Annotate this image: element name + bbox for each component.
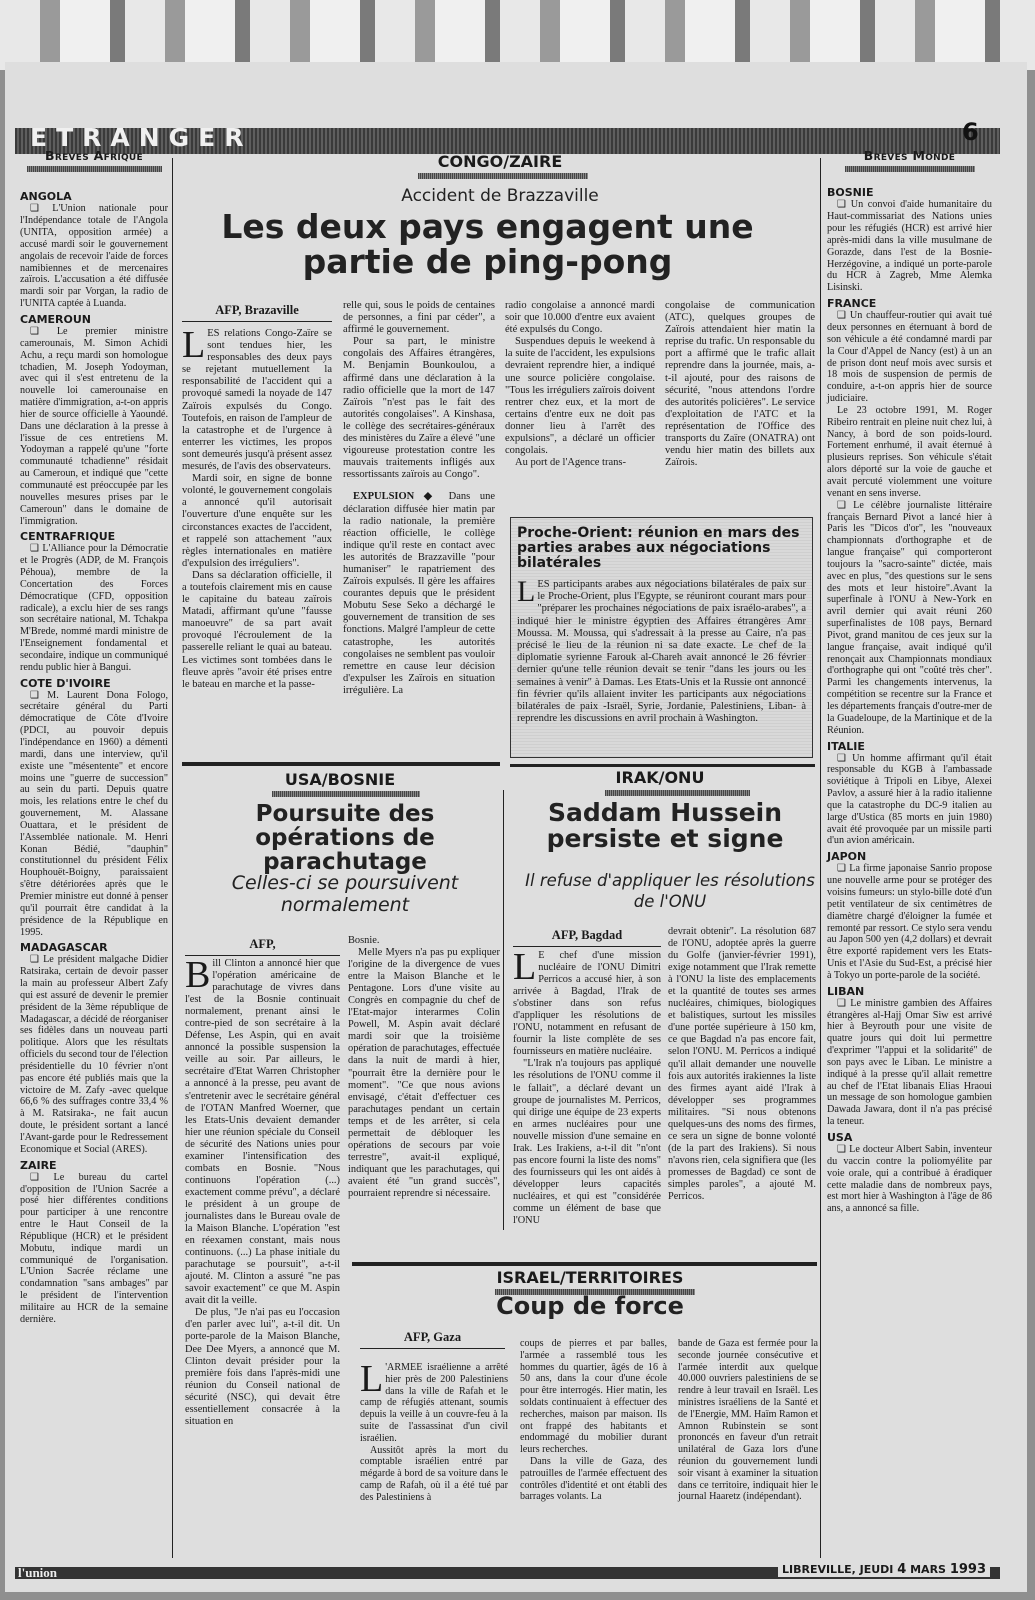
congo-expulsion-para (343, 491, 495, 697)
irak-kicker-rule (605, 790, 750, 796)
proche-orient-text (517, 575, 806, 725)
dateline-prefix: LIBREVILLE, JEUDI (781, 1563, 894, 1576)
irak-byline: AFP, Bagdad (513, 928, 661, 947)
usa-subhead: Celles-ci se poursuivent normalement (231, 872, 459, 916)
irak-col-2 (668, 926, 816, 1203)
country-heading: BOSNIE (827, 186, 874, 200)
page-number: 6 (962, 118, 979, 146)
section-title: ETRANGER (30, 123, 253, 152)
section-rule (182, 762, 500, 766)
brief-text: ❑ Le docteur Albert Sabin, inventeur du vaccin contre la poliomyélite par voie orale, qui a contribué à éradiquer cette maladie dans de nombreux pays, est mort hier à Washington à l'âge de 86 ans, a annoncé sa fille. (827, 1144, 992, 1215)
column-divider (172, 158, 173, 1558)
congo-expulsion-label: EXPULSION ◆ (353, 491, 439, 503)
dateline-year: 1993 (949, 1562, 986, 1577)
brief-text: ❑ L'Alliance pour la Démocratie et le Progrès (ADP, de M. François Péhoua), membre de la Concertation des Forces Démocratique (CFD, opposition radicale), a exclu hier de ses rangs son secrétaire national, M. Tchakpa M'Brede, nommé mardi ministre de l'Enseignement fondamental et secondaire, indique un communiqué rendu public hier à Bangui. (20, 543, 168, 673)
congo-expulsion-text: Dans une déclaration diffusée hier matin par la radio nationale, la première réaction officielle, le collège indique qu'il reste en contact avec les autorités de Brazzaville "pour humaniser" le rapatriement des Zaïrois expulsés. Il gère les affaires courantes depuis que le président Mobutu Sese Seko a déchargé le gouvernement de transition de ses fonctions. Malgré l'ampleur de cette catastrophe, les autorités congolaises ne semblent pas vouloir remettre en cause leur décision d'expulser les Zaïrois en situation irrégulière. La (343, 491, 495, 696)
dateline-day: 4 (897, 1562, 907, 1577)
congo-kicker: CONGO/ZAIRE (437, 152, 563, 171)
brief-text: ❑ Le bureau du cartel d'opposition de l'Union Sacrée a posé hier différentes conditions pour participer à une rencontre entre le Haut Conseil de la République (HCR) et le président Mobutu, indique mardi un communiqué de l'organisation. L'Union Sacrée réclame une condamnation "sans ambages" par le président de l'intervention militaire au HCR de la semaine dernière. (20, 1171, 168, 1325)
breves-monde-rule (845, 166, 975, 172)
breves-monde (827, 150, 992, 1215)
usa-kicker-rule (272, 791, 420, 797)
brief-text: Le 23 octobre 1991, M. Roger Ribeiro rentrait en pleine nuit chez lui, à Nancy, à bord de son poids-lourd. Fortement enrhumé, il avait éternué à plusieurs reprises. Son véhicule s'était alors déporté sur la voie de gauche et avait percuté violemment une voiture venant en sens inverse. (827, 404, 992, 499)
country-heading: COTE D'IVOIRE (20, 676, 111, 690)
brief-text: ❑ Un homme affirmant qu'il était responsable du KGB à l'ambassade soviétique à Tripoli en Libye, Alexei Pavlov, a assuré hier à la radio italienne que la catastrophe du DC-9 italien au large d'Ustica (85 morts en juin 1980) avait été provoquée par un missile parti d'un avion américain. (827, 752, 992, 847)
congo-byline: AFP, Brazaville (182, 303, 332, 322)
breves-monde-title: Breves Monde (863, 148, 956, 163)
country-heading: MADAGASCAR (20, 941, 108, 955)
irak-subhead: Il refuse d'appliquer les résolutions de l'ONU (525, 871, 815, 911)
country-heading: USA (827, 1131, 853, 1144)
congo-col-1 (182, 324, 333, 691)
brief-text: ❑ M. Laurent Dona Fologo, secrétaire général du Parti démocratique de Côte d'Ivoire (PDCI, au pouvoir depuis l'indépendance en 1960) a démenti mardi, dans une interview, qu'il existe une "mésentente" et encore moins une "guerre de succession" au sein du parti. Depuis quatre mois, les relations entre le chef du gouvernement, M. Alassane Ouattara, et le président de l'Assemblée nationale. M. Henri Konan Bédié, "dauphin" constitutionnel du président Félix Houphouët-Boigny, paraissaient s'être détériorées après que le Premier ministre eut donné à penser qu'il pourrait être candidat à la présidence de la République en 1995. (20, 689, 168, 938)
country-heading: ANGOLA (20, 190, 72, 204)
article-paragraph: ES relations Congo-Zaïre se sont tendues hier, les responsables des deux pays se rejetant mutuellement la responsabilité de l'accident qui a provoqué samedi la noyade de 147 Zaïrois expulsés du Congo. Toutefois, en raison de l'ampleur de la catastrophe et de l'urgence à enterrer les victimes, les propos sont demeurés jusqu'à présent assez mesurés, de l'avis des observateurs. (182, 328, 333, 473)
congo-col-4 (665, 300, 815, 469)
israel-col-3 (678, 1338, 818, 1503)
column-divider (503, 790, 504, 1230)
country-heading: ITALIE (827, 739, 865, 753)
proche-orient-dropcap: L (517, 575, 536, 608)
article-paragraph: Suspendues depuis le weekend à la suite de l'accident, les expulsions devraient reprendre hier, a indiqué une source policière congolaise. "Tous les irréguliers zaïrois doivent rentrer chez eux, et la mort de certains d'entre eux ne doit pas donner lieu à l'arrêt des expulsions", a déclaré un officier congolais. (505, 336, 655, 457)
column-divider (820, 158, 821, 1558)
usa-dropcap: B (185, 954, 211, 996)
article-paragraph: De plus, "Je n'ai pas eu l'occasion d'en parler avec lui", a-t-il dit. Un porte-parole de la Maison Blanche, Dee Dee Myers, a annoncé que M. Clinton devait présider pour la première fois dans l'après-midi une réunion du Conseil national de sécurité (NSC), qui devait être essentiellement consacrée à la situation en (185, 1307, 340, 1427)
article-paragraph: bande de Gaza est fermée pour la seconde journée consécutive et l'armée interdit aux quelque 40.000 ouvriers palestiniens de se rendre à leur travail en Israël. Les ministres israéliens de la Santé et de l'Energie, MM. Haïm Ramon et Amnon Rubinstein se sont prononcés en faveur d'un retrait unilatéral de Gaza lors d'une réunion du gouvernement lundi soir visant à examiner la situation dans ce territoire, indiquait hier le journal Haaretz (indépendant). (678, 1338, 818, 1503)
congo-col-3 (505, 300, 655, 469)
article-paragraph: E chef d'une mission nucléaire de l'ONU Dimitri Perricos a accusé hier, à son arrivée à Bagdad, l'Irak de s'obstiner dans son refus d'appliquer les résolutions de l'ONU, notamment en refusant de fournir la liste complète de ses fournisseurs en matière nucléaire. (513, 950, 661, 1058)
congo-dropcap: L (182, 324, 206, 366)
congo-headline: Les deux pays engagent une partie de ping-pong (221, 207, 754, 281)
proche-orient-body: ES participants arabes aux négociations bilatérales de paix sur le Proche-Orient, plus l'Egypte, se réuniront courant mars pour "préparer les prochaines négociations de paix israélo-arabes", a indiqué hier le ministre égyptien des Affaires étrangères Amr Moussa. M. Moussa, qui s'adressait à la presse au Caire, n'a pas précisé le lieu de la réunion ni sa date exacte. Le chef de la diplomatie syrienne Farouk al-Chareh avait annoncé le 26 février dernier qu'une telle réunion devait se tenir "dans les jours ou les semaines à venir" à Damas. Les Etats-Unis et la Russie ont annoncé fin février qu'ils allaient inviter les participants aux négociations bilatérales de paix -Israël, Syrie, Jordanie, Palestiniens, Liban- à reprendre les discussions en avril prochain à Washington. (517, 579, 806, 725)
israel-kicker: ISRAEL/TERRITOIRES (496, 1268, 684, 1287)
dateline (778, 1562, 990, 1577)
breves-afrique-rule (27, 166, 162, 172)
section-rule (510, 764, 815, 767)
irak-dropcap: L (513, 946, 537, 988)
irak-col-1 (513, 946, 661, 1227)
article-paragraph: congolaise de communication (ATC), quelques groupes de Zaïrois attendaient hier matin la reprise du trafic. Un responsable du port a affirmé que le trafic allait reprendre dans la journée, mais, a-t-il ajouté, pour des raisons de sécurité, "nous attendons l'ordre des autorités policières". Le service d'exploitation de l'ATC et la représentation de l'Office des transports du Zaïre (ONATRA) ont vendu hier matin des billets aux Zaïrois. (665, 300, 815, 469)
brief-text: ❑ Un chauffeur-routier qui avait tué deux personnes en éternuant à bord de son véhicule a été condamné mardi par la Cour d'Appel de Nancy (est) à un an de prison dont neuf mois avec sursis et 18 mois de suspension de permis de conduire, a-t-on appris hier de source judiciaire. (827, 310, 992, 405)
israel-headline: Coup de force (496, 1292, 684, 1320)
section-rule (352, 1262, 817, 1266)
proche-orient-box (510, 517, 813, 758)
dateline-month: MARS (910, 1563, 946, 1576)
breves-afrique-items (20, 190, 168, 1325)
article-paragraph: Mardi soir, en signe de bonne volonté, le gouvernement congolais a annoncé qu'il autorisait l'ouverture d'une enquête sur les circonstances exactes de l'accident, et rappelé son attachement "aux règles internationales en matière d'expulsion des irréguliers". (182, 473, 332, 569)
irak-kicker: IRAK/ONU (615, 768, 705, 787)
country-heading: LIBAN (827, 984, 865, 998)
scan-top-strip (0, 0, 1035, 70)
article-paragraph: Dans la ville de Gaza, des patrouilles de l'armée effectuent des contrôles d'identité et ont établi des barrages volants. La (520, 1455, 667, 1503)
article-paragraph: ill Clinton a annoncé hier que l'opération américaine de parachutage de vivres dans l'est de la Bosnie continuait normalement, prenant ainsi le contre-pied de son secrétaire à la Défense, Les Aspin, qui en avait annoncé la possible suspension la veille au soir. Par ailleurs, le secrétaire d'Etat Warren Christopher a annoncé à la presse, peu avant de s'entretenir avec le secrétaire général de l'OTAN Manfred Woerner, que les Etats-Unis devaient demander hier une réunion spéciale du Conseil de sécurité des Nations unies pour examiner l'intensification des combats en Bosnie. "Nous continuons l'opération (...) exactement comme prévu", a déclaré le président à un groupe de journalistes dans le Bureau ovale de la Maison Blanche. L'opération "est en réexamen constant, mais nous continuons. (...) La phase initiale du parachutage se poursuit", a-t-il ajouté. M. Clinton a assuré "ne pas savoir exactement" ce que M. Aspin avait dit la veille. (185, 958, 340, 1307)
country-heading: JAPON (827, 850, 867, 864)
brief-text: ❑ Le premier ministre camerounais, M. Simon Achidi Achu, a reçu mardi son homologue tchadien, M. Joseph Yodoyman, avec qui il s'est entretenu de la nouvelle loi camerounaise en matière d'immigration, a-t-on appris hier de source officielle à Yaoundé. Dans une déclaration à la presse à l'issue de ces entretiens M. Yodoyman a rappelé qu'une "forte communauté tchadienne" résidait au Cameroun, et indiqué que "cette communauté est préoccupée par les nouvelles mesures prises par le Cameroun" dans le domaine de l'immigration. (20, 326, 168, 527)
country-heading: ZAIRE (20, 1158, 57, 1172)
usa-col-2 (348, 935, 500, 1200)
proche-orient-title: Proche-Orient: réunion en mars des parties arabes aux négociations bilatérales (517, 525, 800, 571)
israel-col-2 (520, 1338, 667, 1503)
brief-text: ❑ La firme japonaise Sanrio propose une nouvelle arme pour se protéger des voisins fumeurs: un stylo-bille doté d'un petit ventilateur de six centimètres de diamètre chargé d'éloigner la fumée et remonté par ressort. Ce stylo sera vendu au Japon 500 yen (4,2 dollars) et devrait être exporté rapidement vers les Etats-Unis et l'Asie du Sud-Est, a précisé hier à Tokyo un porte-parole de la société. (827, 863, 992, 981)
irak-headline: Saddam Hussein persiste et signe (546, 798, 784, 854)
article-paragraph: relle qui, sous le poids de centaines de personnes, a fini par céder", a affirmé le gouvernement. (343, 300, 495, 336)
congo-overline: Accident de Brazzaville (401, 186, 599, 206)
article-paragraph: radio congolaise a annoncé mardi soir que 10.000 d'entre eux avaient été expulsés du Congo. (505, 300, 655, 336)
article-paragraph: Bosnie. (348, 935, 380, 946)
article-paragraph: devrait obtenir". La résolution 687 de l'ONU, adoptée après la guerre du Golfe (janvier-février 1991), exige notamment que l'Irak remette à l'ONU la liste des emplacements et la quantité de toutes ses armes nucléaires, chimiques, biologiques et balistiques, surtout les missiles d'une portée supérieure à 150 km, ce que Bagdad n'a pas encore fait, selon l'ONU. M. Perricos a indiqué qu'il allait demander une nouvelle fois aux autorités irakiennes la liste des firmes ayant aidé l'Irak à développer ses programmes militaires. "Si nous obtenons quelques-uns des noms des firmes, ce sera un signe de bonne volonté (de la part des Irakiens). Si nous n'avons rien, cela signifiera que (les promesses de Bagdad) ce sont de simples paroles", a ajouté M. Perricos. (668, 926, 816, 1203)
israel-col-1 (360, 1358, 508, 1504)
article-paragraph: Dans sa déclaration officielle, il a toutefois clairement mis en cause le capitaine du bateau zaïrois Matadi, affirmant qu'une "fausse manoeuvre" de sa part avait provoqué l'écroulement de la passerelle reliant le quai au bateau. Les victimes sont tombées dans le fleuve après "avoir été prises entre le bateau en marche et la passe- (182, 569, 332, 690)
israel-dropcap: L (360, 1358, 384, 1400)
country-heading: CENTRAFRIQUE (20, 530, 116, 544)
brief-text: ❑ Le ministre gambien des Affaires étrangères al-Hajj Omar Siw est arrivé hier à Beyrouth pour une visite de quatre jours qui doit lui permettre d'exprimer "l'appui et la solidarité" de son pays avec le Liban. Le ministre a indiqué à la presse qu'il allait remettre au chef de l'Etat libanais Elias Hraoui un message de son homologue gambien Dawada Jawara, dont il n'a pas précisé la teneur. (827, 997, 992, 1128)
brief-text: ❑ Le célèbre journaliste littéraire français Bernard Pivot a lancé hier à Paris les "Dicos d'or", les "nouveaux championnats d'orthographe et de langue française" qui comporteront toujours la "sacro-sainte" dictée, mais avec en plus, "des questions sur le sens des mots et leur histoire".Avant la superfinale à l'ONU à New-York en avril dernier qui avait réuni 260 superfinalistes de 108 pays, Bernard Pivot, grand manitou de ces jeux sur la langue française, avait indiqué qu'il renonçait aux Championnats mondiaux d'orthographe qui ont "coûté très cher". Parmi les changements intervenus, la compétition se recentre sur la France et les départements français d'outre-mer de la Guadeloupe, de la Martinique et de la Réunion. (827, 499, 992, 736)
country-heading: CAMEROUN (20, 313, 92, 326)
congo-col-2 (343, 300, 495, 697)
article-paragraph: "L'Irak n'a toujours pas appliqué les résolutions de l'ONU comme il le fallait", a déclaré devant un groupe de journalistes M. Perricos, qui dirige une équipe de 23 experts en armes nucléaires pour une nouvelle mission d'une semaine en Irak. Les Irakiens, a-t-il dit "n'ont pas encore fourni la liste des noms" des fournisseurs qui les ont aidés à développer leurs capacités nucléaires, et qui est "considérée comme un élément de base que l'ONU (513, 1058, 661, 1227)
usa-byline: AFP, (185, 937, 340, 956)
article-paragraph: 'ARMEE israélienne a arrêté hier près de 200 Palestiniens dans la ville de Rafah et le camp de réfugiés attenant, soumis depuis la veille à un couvre-feu à la suite de l'assassinat d'un civil israélien. (360, 1362, 508, 1444)
article-paragraph: coups de pierres et par balles, l'armée a rassemblé tous les hommes du quartier, âgés de 16 à 50 ans, dans la cour d'une école pour être interrogés. Hier matin, les soldats continuaient à effectuer des recherches, maison par maison. Ils ont frappé des habitants et endommagé du mobilier durant leurs recherches. (520, 1338, 667, 1456)
article-paragraph: Melle Myers n'a pas pu expliquer l'origine de la divergence de vues entre la Maison Blanche et le Pentagone. Lors d'une visite au Congrès en compagnie du chef de l'Etat-major interarmes Colin Powell, M. Aspin avait déclaré mardi soir que la troisième opération de parachutages, effectuée dans la nuit de mardi à hier, "pourrait être la dernière pour le moment". "Ce que nous avions envisagé, c'était d'effectuer ces parachutages pendant un certain temps et de les arrêter, si cela permettait de débloquer les opérations de secours par voie terrestre", avait-il expliqué, indiquant que les parachutages, qui avaient été "un grand succès", pourraient reprendre si nécessaire. (348, 947, 500, 1199)
breves-afrique (20, 150, 168, 1326)
brief-text: ❑ L'Union nationale pour l'Indépendance totale de l'Angola (UNITA, opposition armée) a accusé mardi soir le gouvernement angolais de recevoir l'aide de forces namibiennes et de mercenaires zaïrois. L'accusation a été diffusée mardi soir par Vorgan, la radio de l'UNITA captée à Luanda. (20, 203, 168, 310)
usa-headline: Poursuite des opérations de parachutage (255, 801, 435, 876)
country-heading: FRANCE (827, 297, 877, 311)
article-paragraph: Pour sa part, le ministre congolais des Affaires étrangères, M. Benjamin Bounkoulou, a affirmé dans une déclaration à la radio officielle que la mort de 147 Zaïrois "n'est pas le fait des autorités congolaises". A Kinshasa, le collège des secrétaires-généraux des ministères du Zaïre a élevé "une vigoureuse protestation contre les mauvais traitements infligés aux ressortissants zaïrois au Congo". (343, 336, 495, 481)
breves-monde-items (827, 186, 992, 1215)
article-paragraph: Au port de l'Agence trans- (515, 457, 626, 469)
breves-afrique-title: Breves Afrique (45, 148, 143, 163)
israel-byline: AFP, Gaza (360, 1330, 505, 1349)
usa-kicker: USA/BOSNIE (284, 770, 396, 789)
congo-kicker-rule (418, 173, 588, 179)
article-paragraph: Aussitôt après la mort du comptable israélien entré par mégarde à bord de sa voiture dans le camp de Rafah, où il a été tué par des Palestiniens à (360, 1444, 508, 1503)
brief-text: ❑ Le président malgache Didier Ratsiraka, certain de devoir passer la main au professeur Albert Zafy qui est assuré de devenir le premier président de la 3ème république de Madagascar, a décidé de réorganiser ses fidèles dans un nouveau parti politique. Alors que les résultats officiels du second tour de l'élection présidentielle du 10 février n'ont pas encore été publiés mais que la victoire de M. Zafy -avec quelque 66,6 % des suffrages contre 33,4 % à M. Ratsiraka-, ne fait aucun doute, le président sortant a lancé l'Avant-garde pour le Redressement Economique et Social (ARES). (20, 954, 168, 1155)
brief-text: ❑ Un convoi d'aide humanitaire du Haut-commissariat des Nations unies pour les réfugiés (HCR) est arrivé hier après-midi dans la ville musulmane de Gorazde, dans l'est de la Bosnie-Herzégovine, a indiqué un porte-parole du HCR à Zagreb, Mme Alemka Lisinski. (827, 199, 992, 294)
masthead-logo: l'union (18, 1565, 58, 1580)
usa-col-1 (185, 954, 340, 1428)
